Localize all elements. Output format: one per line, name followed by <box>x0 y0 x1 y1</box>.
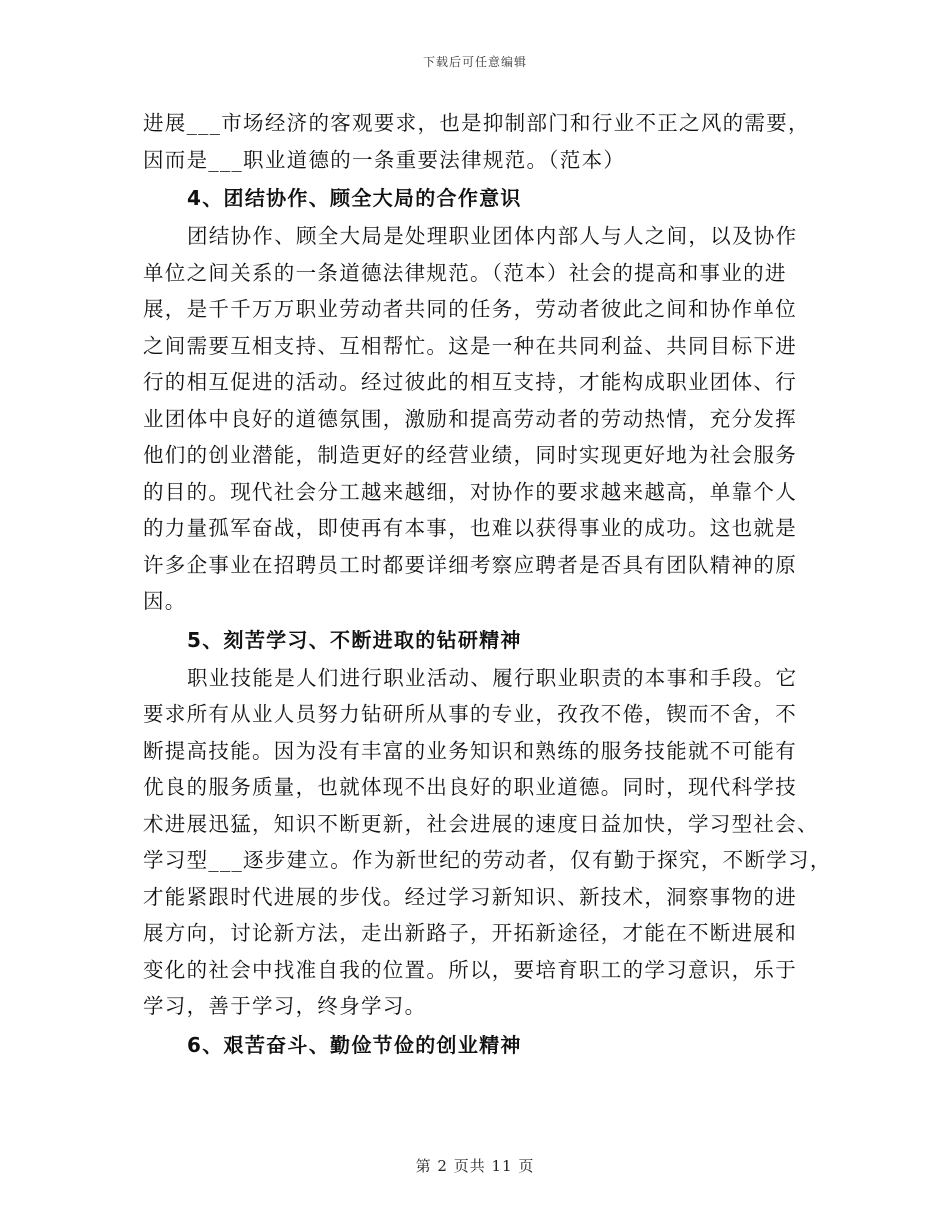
page-number: 第 2 页共 11 页 <box>415 1157 535 1175</box>
paragraph-line: 因。 <box>143 589 187 613</box>
paragraph-line: 优良的服务质量，也就体现不出良好的职业道德。同时，现代科学技 <box>143 775 797 799</box>
paragraph-line: 展方向，讨论新方法，走出新路子，开拓新途径，才能在不断进展和 <box>143 921 797 945</box>
paragraph-line: 变化的社会中找准自我的位置。所以，要培育职工的学习意识，乐于 <box>143 957 797 982</box>
paragraph-line: 许多企事业在招聘员工时都要详细考察应聘者是否具有团队精神的原 <box>143 552 797 577</box>
page-header: 下载后可任意编辑 <box>422 55 527 69</box>
paragraph-line: 学习型___逐步建立。作为新世纪的劳动者，仅有勤于探究，不断学习， <box>143 848 832 872</box>
paragraph-line: 断提高技能。因为没有丰富的业务知识和熟练的服务技能就不可能有 <box>143 738 797 763</box>
paragraph-line: 术进展迅猛，知识不断更新，社会进展的速度日益加快，学习型社会、 <box>143 811 819 836</box>
paragraph-line: 才能紧跟时代进展的步伐。经过学习新知识、新技术，洞察事物的进 <box>143 884 797 909</box>
paragraph-line: 团结协作、顾全大局是处理职业团体内部人与人之间，以及协作 <box>187 224 798 248</box>
paragraph-line: 学习，善于学习，终身学习。 <box>143 994 427 1018</box>
section-heading-6: 6、艰苦奋斗、勤俭节俭的创业精神 <box>187 1032 522 1057</box>
document-body <box>143 105 833 1065</box>
paragraph-line: 要求所有从业人员努力钻研所从事的专业，孜孜不倦，锲而不舍，不 <box>143 702 797 726</box>
paragraph-line: 之间需要互相支持、互相帮忙。这是一种在共同利益、共同目标下进 <box>143 333 797 358</box>
paragraph-line: 他们的创业潜能，制造更好的经营业绩，同时实现更好地为社会服务 <box>143 443 797 467</box>
section-heading-5: 5、刻苦学习、不断进取的钻研精神 <box>187 627 522 652</box>
paragraph-line: 行的相互促进的活动。经过彼此的相互支持，才能构成职业团体、行 <box>143 370 797 394</box>
paragraph-line: 展，是千千万万职业劳动者共同的任务，劳动者彼此之间和协作单位 <box>143 297 797 321</box>
paragraph-line: 的目的。现代社会分工越来越细，对协作的要求越来越高，单靠个人 <box>143 479 797 504</box>
paragraph-line: 业团体中良好的道德氛围，激励和提高劳动者的劳动热情，充分发挥 <box>143 406 797 431</box>
paragraph-line: 的力量孤军奋战，即使再有本事，也难以获得事业的成功。这也就是 <box>143 516 797 540</box>
paragraph-line: 单位之间关系的一条道德法律规范。（范本）社会的提高和事业的进 <box>143 260 787 285</box>
paragraph-line: 职业技能是人们进行职业活动、履行职业职责的本事和手段。它 <box>187 665 798 690</box>
paragraph-line: 因而是___职业道德的一条重要法律规范。（范本） <box>143 147 626 172</box>
paragraph-line: 进展___市场经济的客观要求，也是抑制部门和行业不正之风的需要， <box>143 111 810 135</box>
section-heading-4: 4、团结协作、顾全大局的合作意识 <box>187 186 522 210</box>
